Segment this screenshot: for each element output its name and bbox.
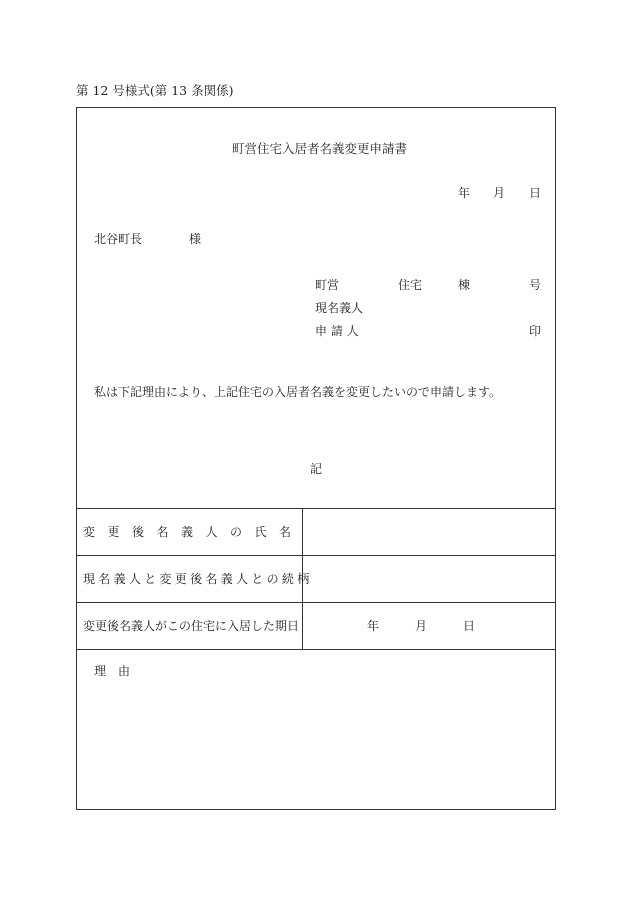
addressee-name: 北谷町長	[94, 232, 143, 246]
move-in-month-label: 月	[415, 619, 428, 633]
row-label-new-holder-name: 変更後名義人の氏名	[83, 525, 304, 539]
date-month-label: 月	[493, 186, 506, 200]
row-divider-3	[77, 602, 555, 603]
row-divider-4	[77, 649, 555, 650]
number-label: 号	[529, 278, 542, 292]
form-number: 第 12 号様式(第 13 条関係)	[76, 83, 234, 98]
applicant-label: 申 請 人	[315, 324, 359, 338]
housing-prefix: 町営	[315, 278, 340, 292]
row-label-relationship: 現名義人と変更後名義人との続柄	[83, 572, 313, 586]
row-divider-2	[77, 555, 555, 556]
date-day-label: 日	[529, 186, 542, 200]
seal-mark: 印	[529, 324, 542, 338]
addressee-honorific: 様	[189, 232, 202, 246]
current-holder-label: 現名義人	[315, 301, 364, 315]
application-statement: 私は下記理由により、上記住宅の入居者名義を変更したいので申請します。	[94, 385, 502, 399]
reason-label: 理 由	[94, 664, 131, 678]
ki-heading: 記	[310, 462, 323, 476]
row-divider-1	[77, 508, 555, 509]
building-label: 棟	[458, 278, 471, 292]
date-year-label: 年	[458, 186, 471, 200]
housing-label: 住宅	[398, 278, 423, 292]
form-title: 町営住宅入居者名義変更申請書	[232, 141, 408, 156]
move-in-day-label: 日	[463, 619, 476, 633]
row-label-move-in-date: 変更後名義人がこの住宅に入居した期日	[83, 619, 300, 633]
application-form	[76, 107, 556, 810]
move-in-year-label: 年	[367, 619, 380, 633]
